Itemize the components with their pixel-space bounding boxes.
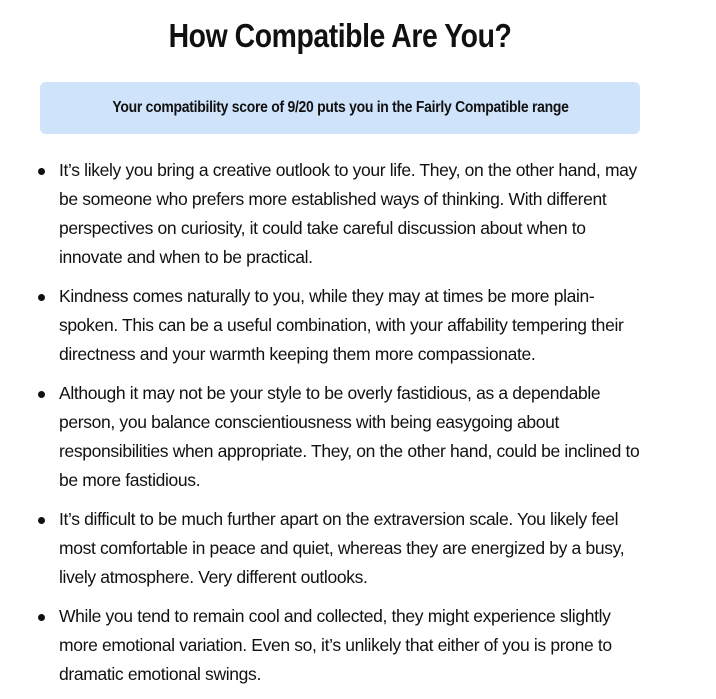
bullet-icon	[38, 294, 45, 301]
insight-text-agreeableness: Kindness comes naturally to you, while they may at times be more plain-spoken. This can be a useful combination, with your affability tempering their directness and your warmth keeping them more compassionate.	[59, 286, 624, 364]
list-item	[24, 602, 640, 689]
list-item	[24, 379, 640, 495]
bullet-icon	[38, 391, 45, 398]
insight-text-conscientiousness: Although it may not be your style to be overly fastidious, as a dependable person, you balance conscientiousness with being easygoing about responsibilities when appropriate. They, on the other hand, could be inclined to be more fastidious.	[59, 383, 640, 490]
bullet-icon	[38, 168, 45, 175]
list-item	[24, 505, 640, 592]
insight-text-neuroticism: While you tend to remain cool and collected, they might experience slightly more emotional variation. Even so, it’s unlikely that either of you is prone to dramatic emotional swings.	[59, 606, 612, 684]
score-summary: Your compatibility score of 9/20 puts you in the Fairly Compatible range	[111, 99, 569, 116]
page-title: How Compatible Are You?	[168, 17, 512, 54]
list-item	[24, 156, 640, 272]
bullet-icon	[38, 517, 45, 524]
insight-text-openness: It’s likely you bring a creative outlook to your life. They, on the other hand, may be someone who prefers more established ways of thinking. With different perspectives on curiosity, it could take careful discussion about when to innovate and when to be practical.	[59, 160, 637, 267]
bullet-icon	[38, 614, 45, 621]
insight-text-extraversion: It’s difficult to be much further apart on the extraversion scale. You likely feel most comfortable in peace and quiet, whereas they are energized by a busy, lively atmosphere. Very different outlooks.	[59, 509, 625, 587]
score-banner	[40, 82, 640, 134]
insights-list	[24, 156, 640, 699]
list-item	[24, 282, 640, 369]
